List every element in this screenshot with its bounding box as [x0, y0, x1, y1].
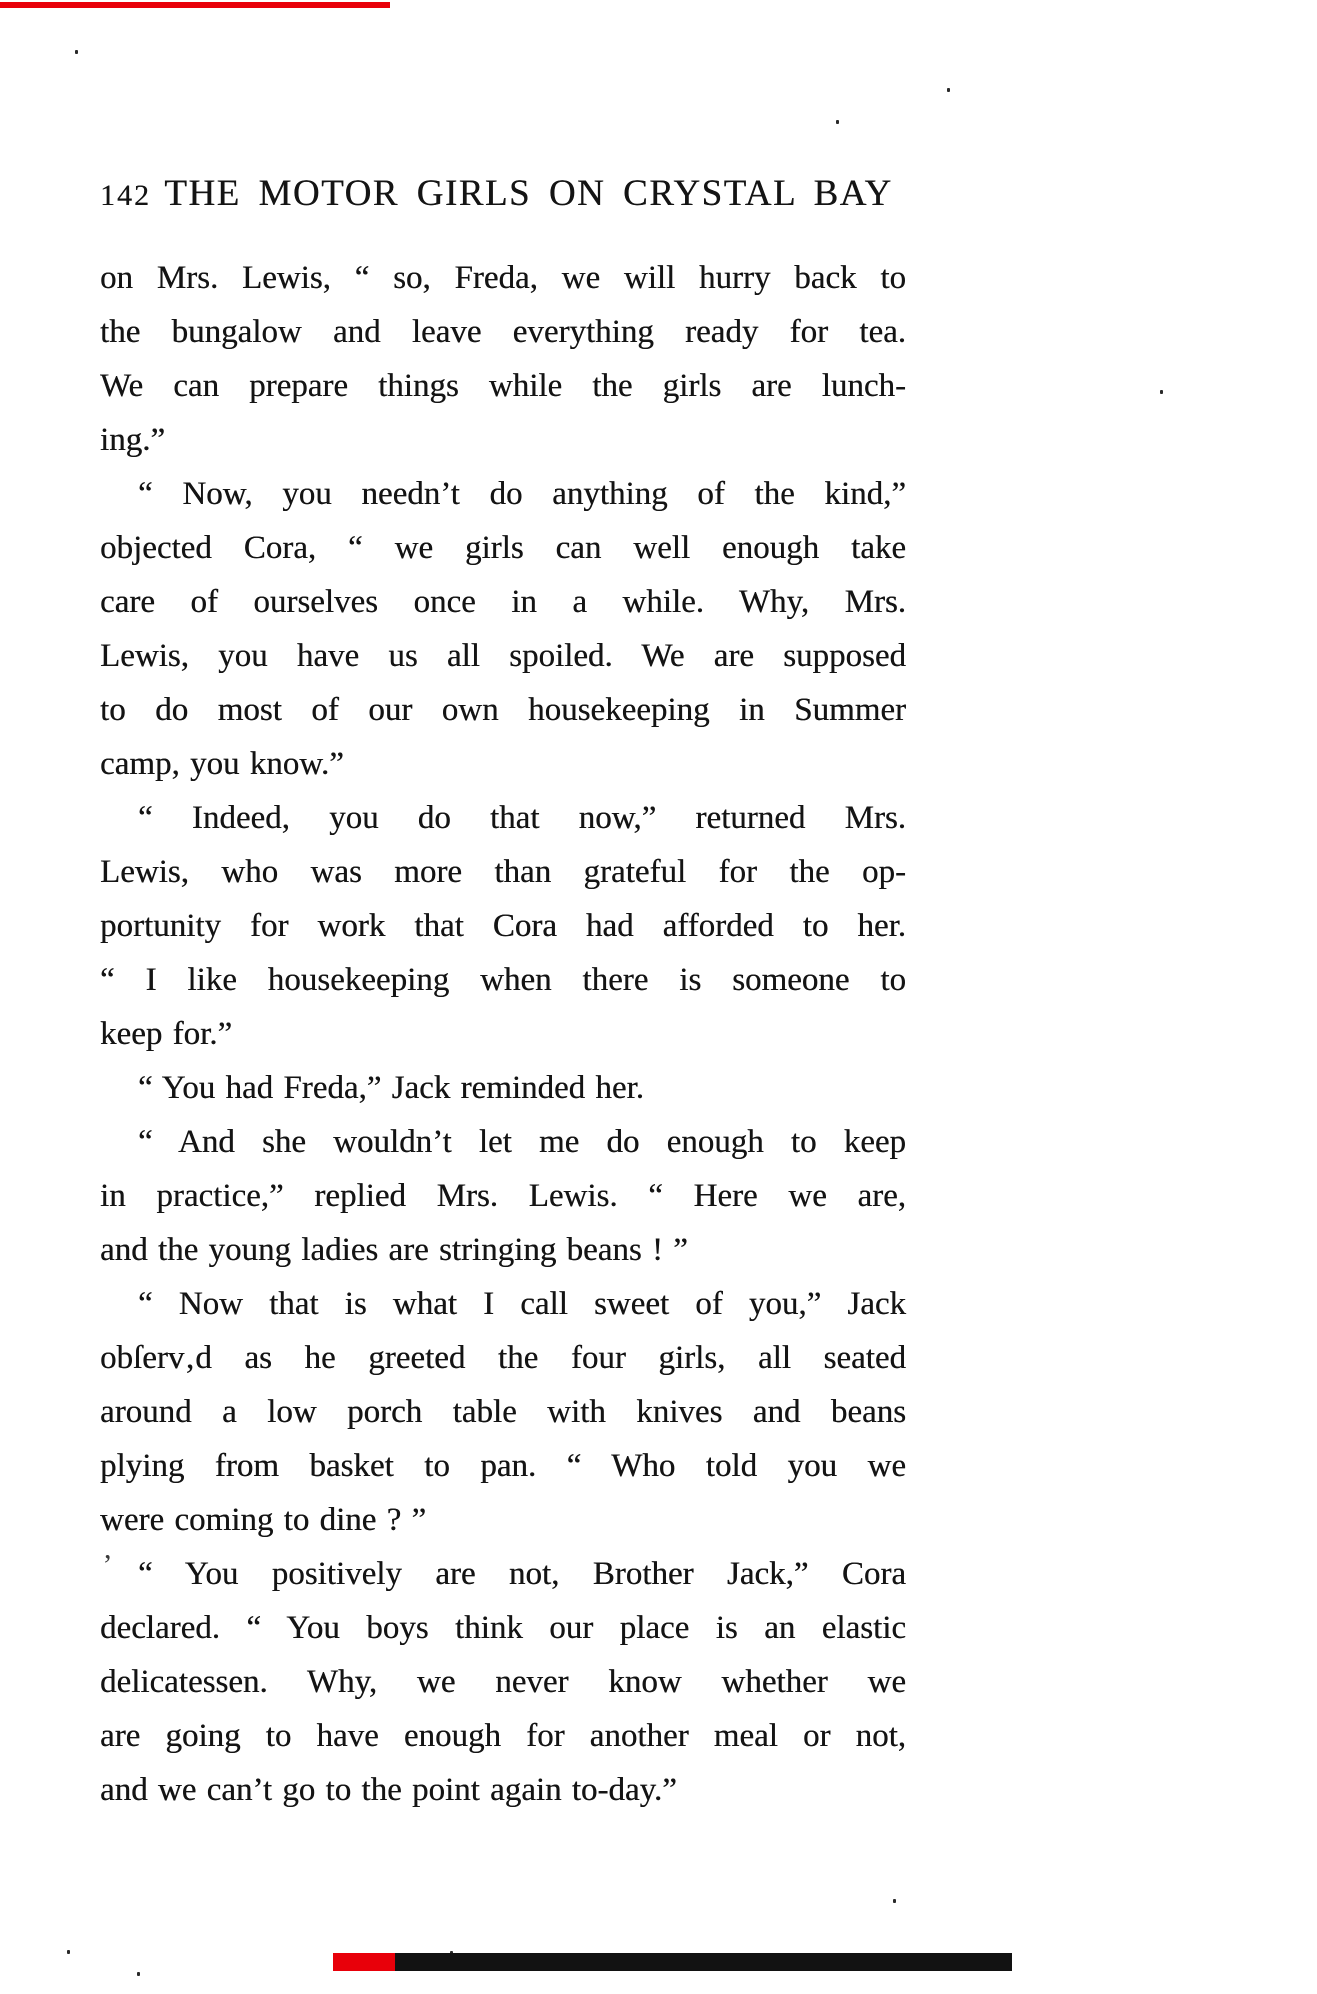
text-line: to do most of our own housekeeping in Summer	[100, 692, 906, 728]
text-line: plying from basket to pan. “ Who told you we	[100, 1448, 906, 1484]
scan-speck	[836, 120, 839, 124]
margin-comma-artifact: ,	[104, 1532, 112, 1565]
text-line: camp, you know.”	[100, 746, 344, 782]
text-line: objected Cora, “ we girls can well enough take	[100, 530, 906, 566]
text-line: portunity for work that Cora had afforded to her.	[100, 908, 906, 944]
text-line: “ I like housekeeping when there is someone to	[100, 962, 906, 998]
bottom-black-bar-artifact	[395, 1953, 1012, 1971]
page-number: 142	[100, 179, 151, 212]
scan-speck	[947, 88, 950, 92]
text-line: “ Now, you needn’t do anything of the kind,”	[138, 476, 906, 512]
text-line: “ Now that is what I call sweet of you,” Jack	[138, 1286, 906, 1322]
bottom-red-bar-artifact	[333, 1953, 395, 1971]
text-line: the bungalow and leave everything ready for tea.	[100, 314, 906, 350]
scan-speck	[67, 1950, 70, 1954]
text-line: keep for.”	[100, 1016, 233, 1052]
text-line: Lewis, who was more than grateful for the op-	[100, 854, 906, 890]
text-line: “ And she wouldn’t let me do enough to keep	[138, 1124, 906, 1160]
scan-speck	[137, 1972, 140, 1976]
text-line: “ Indeed, you do that now,” returned Mrs.	[138, 800, 906, 836]
text-line: “ You had Freda,” Jack reminded her.	[138, 1070, 644, 1106]
text-line: were coming to dine ? ”	[100, 1502, 427, 1538]
text-line: delicatessen. Why, we never know whether we	[100, 1664, 906, 1700]
scan-speck	[1160, 390, 1163, 394]
page-header	[100, 172, 906, 215]
text-line: obſerv‚d as he greeted the four girls, all seated	[100, 1340, 906, 1376]
text-line: “ You positively are not, Brother Jack,” Cora	[138, 1556, 906, 1592]
scan-speck	[893, 1899, 896, 1903]
text-line: in practice,” replied Mrs. Lewis. “ Here we are,	[100, 1178, 906, 1214]
text-line: on Mrs. Lewis, “ so, Freda, we will hurry back to	[100, 260, 906, 296]
text-line: declared. “ You boys think our place is an elastic	[100, 1610, 906, 1646]
text-line: Lewis, you have us all spoiled. We are supposed	[100, 638, 906, 674]
scan-speck	[75, 50, 78, 54]
running-title: THE MOTOR GIRLS ON CRYSTAL BAY	[164, 173, 893, 214]
text-line: and we can’t go to the point again to-day.”	[100, 1772, 677, 1808]
text-line: around a low porch table with knives and beans	[100, 1394, 906, 1430]
text-line: are going to have enough for another meal or not,	[100, 1718, 906, 1754]
text-line: ing.”	[100, 422, 166, 458]
top-red-line-artifact	[0, 2, 390, 8]
body-text	[100, 251, 906, 1817]
text-line: and the young ladies are stringing beans ! ”	[100, 1232, 688, 1268]
text-line: care of ourselves once in a while. Why, Mrs.	[100, 584, 906, 620]
text-line: We can prepare things while the girls are lunch-	[100, 368, 906, 404]
